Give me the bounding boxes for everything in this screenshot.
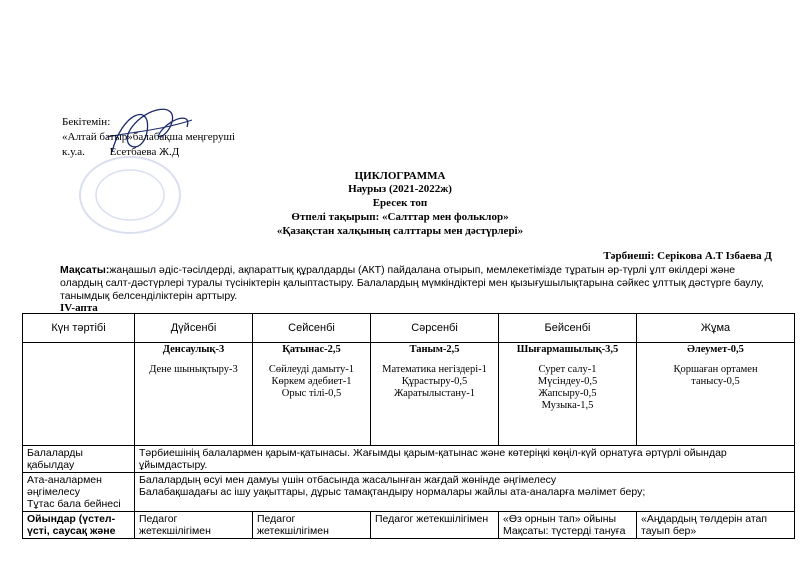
- row-content-line: Балалардың өсуі мен дамуы үшін отбасында жасалынған жағдай жөнінде әңгімелесу: [139, 474, 557, 486]
- subjects-row: [23, 343, 795, 446]
- goal-paragraph: [60, 264, 780, 303]
- games-cell: Педагог жетекшілігімен: [135, 512, 253, 539]
- greeting-row: [23, 446, 795, 473]
- approval-line-1: Бекітемін:: [62, 116, 111, 128]
- approval-line-3: [62, 145, 235, 160]
- games-cell: «Өз орнын тап» ойыны Мақсаты: түстерді тануға: [499, 512, 637, 539]
- subject-line: Құрастыру-0,5: [401, 376, 468, 387]
- subject-cell: [135, 343, 253, 446]
- row-label-line: Ата-аналармен әңгімелесу: [27, 474, 102, 498]
- table-header-row: [23, 314, 795, 343]
- subject-cell: [499, 343, 637, 446]
- subject-title: Шығармашылық-3,5: [516, 344, 619, 355]
- subject-line: Мүсіндеу-0,5: [537, 376, 598, 387]
- row-content: [135, 473, 795, 512]
- subject-line: Музыка-1,5: [541, 400, 594, 411]
- subject-title: Әлеумет-0,5: [687, 344, 744, 355]
- subject-line: Жаратылыстану-1: [393, 388, 476, 399]
- subject-line: Көркем әдебиет-1: [271, 376, 352, 387]
- subject-line: Сөйлеуді дамыту-1: [268, 364, 355, 375]
- week-label: IV-апта: [60, 302, 98, 314]
- theme-line: Өтпелі тақырып: «Салттар мен фольклор»: [291, 211, 509, 223]
- subject-title: Денсаулық-3: [162, 344, 225, 355]
- group-line: Ересек топ: [372, 197, 428, 209]
- approval-name: Есетбаева Ж.Д: [109, 146, 180, 158]
- row-label: [23, 473, 135, 512]
- games-cell: Педагог жетекшілігімен: [253, 512, 371, 539]
- subject-title: Таным-2,5: [409, 344, 460, 355]
- games-cell: Педагог жетекшілігімен: [371, 512, 499, 539]
- row-label: Балаларды қабылдау: [23, 446, 135, 473]
- header-cell: Жұма: [637, 314, 795, 343]
- row-label: Ойындар (үстел-үсті, саусақ және: [23, 512, 135, 539]
- approval-line-2: «Алтай батыр»балабақша меңгеруші: [62, 131, 236, 143]
- approval-prefix: к.у.а.: [62, 146, 85, 158]
- header-cell: Сәрсенбі: [371, 314, 499, 343]
- approval-block: [62, 115, 235, 160]
- subject-line: Дене шынықтыру-3: [149, 364, 238, 375]
- empty-cell: [23, 343, 135, 446]
- subject-cell: [371, 343, 499, 446]
- subject-line: Сурет салу-1: [538, 364, 597, 375]
- header-cell: Дүйсенбі: [135, 314, 253, 343]
- tutors-line: Тәрбиеші: Серікова А.Т Ізбаева Д: [603, 250, 772, 262]
- subject-line: Орыс тілі-0,5: [281, 388, 342, 399]
- subtheme-line: «Қазақстан халқының салттары мен дәстүрлері»: [276, 225, 524, 237]
- goal-label: Мақсаты:: [60, 264, 110, 276]
- header-cell: Бейсенбі: [499, 314, 637, 343]
- subject-cell: [253, 343, 371, 446]
- subject-line: Математика негіздері-1: [382, 364, 487, 375]
- row-label-line: Тұтас бала бейнесі: [27, 498, 121, 510]
- header-cell: Сейсенбі: [253, 314, 371, 343]
- page-title: ЦИКЛОГРАММА: [354, 170, 446, 182]
- games-cell: «Аңдардың төлдерін атап тауып бер»: [637, 512, 795, 539]
- month-line: Наурыз (2021-2022ж): [348, 183, 452, 195]
- subject-line: танысу-0,5: [691, 376, 740, 387]
- schedule-table: [22, 313, 795, 539]
- row-content: Тәрбиешінің балалармен қарым-қатынасы. Жағымды қарым-қатынас және көтеріңкі көңіл-күй орнатуға әртүрлі ойындар ұйымдастыру.: [135, 446, 795, 473]
- games-row: [23, 512, 795, 539]
- row-content-line: Балабақшадағы ас ішу уақыттары, дұрыс тамақтандыру нормалары жайлы ата-аналарға мәлімет беру;: [139, 486, 646, 498]
- parents-row: [23, 473, 795, 512]
- header-cell: Күн тәртібі: [23, 314, 135, 343]
- subject-title: Қатынас-2,5: [282, 344, 341, 355]
- subject-line: Қоршаған ортамен: [673, 364, 758, 375]
- subject-line: Жапсыру-0,5: [538, 388, 597, 399]
- subject-cell: [637, 343, 795, 446]
- goal-text: жаңашыл әдіс-тәсілдерді, ақпараттық құралдарды (АКТ) пайдалана отырып, мемлекетімізде тұратын әр-түрлі ұлт өкілдері және олардың салт-дәстүрлері туралы түсініктерін қалыптастыру. Балалардың мүмкіндіктері мен қызығушылықтарына сәйкес ұлттық дәстүрге баулу, танымдық белсенділіктерін арттыру.: [60, 264, 764, 302]
